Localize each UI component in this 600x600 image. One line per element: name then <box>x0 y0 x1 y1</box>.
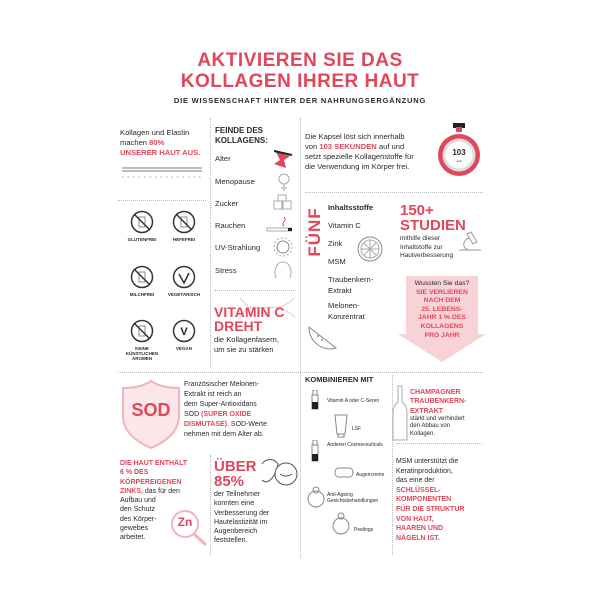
female-symbol-icon <box>276 172 292 192</box>
ingredient-item: Konzentrat <box>328 312 365 321</box>
vitamin-c-heading-2: DREHT <box>214 318 263 334</box>
sod-highlight: DISMUTASE) <box>184 421 228 428</box>
timer-value: 103 <box>452 148 466 157</box>
zinc-heading: 6 % DES <box>120 469 149 477</box>
citrus-slice-icon <box>357 236 383 262</box>
studies-text: mithilfe dieser <box>400 235 441 242</box>
sod-badge: SOD <box>131 400 171 420</box>
combine-item: Vitamin A oder C-Seren <box>327 398 380 404</box>
champagne-heading: CHAMPAGNER <box>410 389 461 396</box>
sun-icon <box>272 236 294 258</box>
cigarette-icon <box>266 216 294 234</box>
champagne-block <box>410 388 466 438</box>
fiber-lines-icon <box>122 166 202 180</box>
cosmeceutical-bottle-icon <box>311 440 319 462</box>
capsule-text <box>305 132 414 172</box>
five-vertical-label: FÜNF <box>305 207 324 257</box>
msm-highlight: SCHLÜSSEL- <box>396 486 441 494</box>
champagne-line: Kollagen. <box>410 430 436 437</box>
sod-line: Extrakt ist reich an <box>184 391 242 398</box>
badge-label: MILCHFREI <box>129 292 155 297</box>
zinc-heading: ZINKS <box>120 487 141 495</box>
vitamin-c-heading: VITAMIN C <box>214 304 285 320</box>
sod-text <box>184 380 267 440</box>
zinc-line: den Schutz <box>120 506 156 514</box>
svg-text:V: V <box>180 326 188 338</box>
msm-block <box>396 457 464 543</box>
badge-label: GLUTENFREI <box>127 237 157 242</box>
enemy-item: Zucker <box>215 199 239 208</box>
zinc-line: Aufbau und <box>120 497 156 505</box>
enemies-heading <box>215 126 268 146</box>
ingredient-item: Zink <box>328 239 343 248</box>
sod-line: Französischer Melonen- <box>184 381 260 388</box>
elasticity-heading: ÜBER <box>214 458 257 475</box>
divider <box>305 192 483 193</box>
combine-item: Anti-Ageing Gesichtsbehandlungen <box>327 492 379 504</box>
sunscreen-tube-icon <box>334 414 348 438</box>
capsule-line: die Verwendung im Körper frei. <box>305 162 410 171</box>
did-you-know-question: Wussten Sie das? <box>414 280 470 287</box>
sod-line: nehmen mit dem Alter ab. <box>184 431 264 438</box>
elasticity-line: der Teilnehmer <box>214 491 261 498</box>
enemy-item: Rauchen <box>215 221 246 230</box>
capsule-line: auf und <box>376 142 405 151</box>
elasticity-line: Augenbereich <box>214 528 258 536</box>
ingredient-item: MSM <box>328 257 346 266</box>
elasticity-percent: 85% <box>214 473 245 490</box>
timer-unit: sek <box>456 159 462 163</box>
elasticity-line: Verbesserung der <box>214 509 270 517</box>
zinc-line: des Körper- <box>120 515 157 523</box>
enemy-item: Alter <box>215 154 231 163</box>
collagen-highlight: UNSERER HAUT AUS. <box>120 148 201 157</box>
sod-line: dem Super-Antioxidans <box>184 401 257 408</box>
collagen-text: machen <box>120 138 150 147</box>
elasticity-line: Hautelastizität im <box>214 518 268 526</box>
serum-bottle-icon <box>311 390 319 410</box>
did-you-know-line: SIE VERLIEREN <box>416 288 468 296</box>
melon-slice-icon <box>306 324 338 354</box>
no-yeast-icon <box>172 210 196 234</box>
zinc-line: , das für den <box>141 487 180 495</box>
collagen-text: Kollagen und Elastin <box>120 128 190 137</box>
champagne-line: stärkt und verhindert <box>410 415 465 422</box>
divider <box>300 118 301 558</box>
enemies-heading-1: FEINDE DES <box>215 126 264 135</box>
did-you-know-line: KOLLAGENS <box>420 322 464 330</box>
eye-cream-jar-icon <box>334 466 354 478</box>
did-you-know <box>400 280 484 340</box>
zinc-symbol: Zn <box>177 515 193 529</box>
msm-highlight: VON HAUT, <box>396 515 434 523</box>
divider <box>118 372 483 373</box>
divider <box>396 443 482 444</box>
sod-line: SOD <box>184 411 202 418</box>
champagne-heading: EXTRAKT <box>410 407 444 415</box>
sugar-cubes-icon <box>272 194 294 212</box>
collagen-fact <box>120 128 200 158</box>
divider <box>210 455 211 555</box>
divider <box>118 200 206 201</box>
vitamin-c-text: die Kollagenfasern, <box>214 335 280 344</box>
studies-count: 150+ <box>400 202 434 219</box>
did-you-know-line: PRO JAHR <box>424 331 460 339</box>
capsule-seconds: 103 SEKUNDEN <box>319 142 377 151</box>
no-milk-icon <box>130 265 154 289</box>
elasticity-text <box>214 490 269 546</box>
enemy-item: Menopause <box>215 177 255 186</box>
zinc-line: gewebes <box>120 525 149 533</box>
combine-item: Augencreme <box>356 472 385 478</box>
sod-highlight: (SUPER OXIDE <box>201 411 252 418</box>
combine-item: Peelings <box>354 527 374 533</box>
ingredients-heading: Inhaltsstoffe <box>328 203 374 212</box>
vegan-v-icon <box>172 319 196 343</box>
msm-highlight: FÜR DIE STRUKTUR <box>396 505 465 513</box>
no-gluten-icon <box>130 210 154 234</box>
badge-label: KEINE KÜNSTLICHEN AROMEN <box>125 346 159 361</box>
ingredient-item: Melonen- <box>328 301 360 310</box>
badge-label: VEGETARISCH <box>167 292 201 297</box>
champagne-heading: TRAUBENKERN- <box>410 398 467 406</box>
studies-text: Hautverbesserung <box>400 252 454 259</box>
studies-text: Inhaltstoffe zur <box>400 243 443 251</box>
hourglass-icon <box>272 148 294 170</box>
collagen-percent: 80% <box>149 138 165 147</box>
ingredient-item: Vitamin C <box>328 221 361 230</box>
zinc-heading: DIE HAUT ENTHÄLT <box>120 460 188 467</box>
did-you-know-line: 25. LEBENS- <box>421 305 463 313</box>
face-eye-icon <box>258 456 300 496</box>
enemies-heading-2: KOLLAGENS: <box>215 136 268 145</box>
sod-line: . SOD-Werte <box>227 421 267 428</box>
msm-line: das eine der <box>396 477 435 485</box>
facial-treatment-icon <box>305 486 327 514</box>
did-you-know-line: JAHR 1 % DES <box>418 314 466 322</box>
combine-item: Anderen Cosmeceuticals <box>327 442 383 448</box>
badge-label: HEFEFREI <box>172 237 196 242</box>
combine-item: LSF <box>352 426 362 432</box>
enemy-item: UV-Strahlung <box>215 243 261 252</box>
divider <box>210 118 211 368</box>
vitamin-c-block <box>214 305 285 355</box>
ingredient-item: Extrakt <box>328 286 352 295</box>
capsule-line: setzt spezielle Kollagenstoffe für <box>305 152 414 161</box>
title-line-2: KOLLAGEN IHRER HAUT <box>180 71 420 92</box>
msm-highlight: NÄGELN IST. <box>396 534 440 542</box>
capsule-line: von <box>305 142 320 151</box>
combine-heading: KOMBINIEREN MIT <box>305 375 374 384</box>
msm-line: Keratinproduktion, <box>396 467 453 475</box>
subtitle: DIE WISSENSCHAFT HINTER DER NAHRUNGSERGÄNZUNG <box>173 96 427 105</box>
stress-head-icon <box>272 260 294 280</box>
champagne-line: den Abbau von <box>410 423 451 430</box>
did-you-know-line: NACH DEM <box>423 297 461 305</box>
elasticity-line: konnten eine <box>214 500 255 508</box>
peeling-face-icon <box>330 512 352 540</box>
badge-label: VEGAN <box>175 346 192 351</box>
zinc-heading: KÖRPEREIGENEN <box>120 478 182 486</box>
elasticity-line: feststellen. <box>214 537 248 545</box>
zinc-line: arbeitet. <box>120 534 146 542</box>
vegetarian-leaf-icon <box>172 265 196 289</box>
microscope-icon <box>455 228 483 252</box>
divider <box>214 290 296 291</box>
capsule-line: Die Kapsel löst sich innerhalb <box>305 132 405 141</box>
title-line-1: AKTIVIEREN SIE DAS <box>197 50 403 71</box>
champagne-bottle-icon <box>392 384 408 442</box>
studies-heading: STUDIEN <box>400 217 466 234</box>
msm-highlight: KOMPONENTEN <box>396 496 452 504</box>
msm-line: MSM unterstützt die <box>396 458 459 465</box>
no-artificial-flavors-icon <box>130 319 154 343</box>
ingredient-item: Traubenkern- <box>328 275 374 284</box>
enemy-item: Stress <box>215 266 237 275</box>
msm-highlight: HAAREN UND <box>396 525 444 533</box>
vitamin-c-text: um sie zu stärken <box>214 345 274 354</box>
